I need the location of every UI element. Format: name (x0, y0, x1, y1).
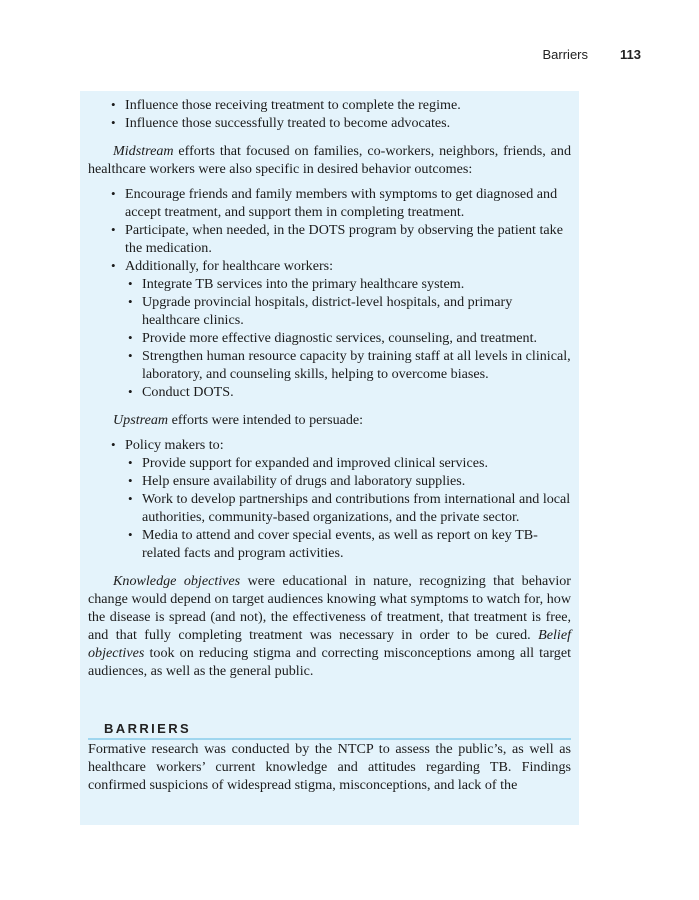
upstream-bullet-list (88, 436, 571, 562)
upstream-paragraph (88, 411, 571, 429)
list-item: • Participate, when needed, in the DOTS program by observing the patient take the medication. (88, 221, 571, 257)
policy-lead: Policy makers to: (125, 437, 224, 453)
list-item: • Work to develop partnerships and contributions from international and local authorities, community-based organizations, and the private sector. (125, 490, 571, 526)
midstream-paragraph (88, 142, 571, 178)
barriers-heading-block (88, 721, 571, 740)
list-item: • Influence those receiving treatment to complete the regime. (88, 96, 571, 114)
running-head (543, 47, 642, 67)
list-item (88, 436, 571, 562)
page-content (88, 96, 571, 794)
upstream-text: efforts were intended to persuade: (168, 412, 364, 428)
list-item: • Upgrade provincial hospitals, district-level hospitals, and primary healthcare clinics. (125, 293, 571, 329)
list-item: • Encourage friends and family members with symptoms to get diagnosed and accept treatment, and support them in completing treatment. (88, 185, 571, 221)
list-item: • Provide support for expanded and improved clinical services. (125, 454, 571, 472)
section-heading: BARRIERS (104, 721, 192, 736)
list-item: • Conduct DOTS. (125, 383, 571, 401)
list-item: • Influence those successfully treated to become advocates. (88, 114, 571, 132)
list-item: • Strengthen human resource capacity by training staff at all levels in clinical, laboratory, and counseling skills, helping to overcome biases. (125, 347, 571, 383)
knowledge-paragraph (88, 572, 571, 680)
list-item (88, 257, 571, 401)
belief-text: took on reducing stigma and correcting misconceptions among all target audiences, as well as the general public. (88, 645, 571, 679)
page-number: 113 (620, 47, 641, 62)
running-head-section: Barriers (542, 47, 589, 62)
upstream-term: Upstream (113, 412, 169, 428)
belief-term: Belief objectives (88, 627, 571, 661)
midstream-text: efforts that focused on families, co-workers, neighbors, friends, and healthcare workers were also specific in desired behavior outcomes: (88, 143, 571, 177)
heading-rule (88, 738, 571, 740)
list-item: • Provide more effective diagnostic services, counseling, and treatment. (125, 329, 571, 347)
list-item: • Media to attend and cover special events, as well as report on key TB-related facts and program activities. (125, 526, 571, 562)
midstream-bullet-list (88, 185, 571, 401)
midstream-term: Midstream (113, 143, 174, 159)
healthcare-lead: Additionally, for healthcare workers: (125, 258, 334, 274)
knowledge-term: Knowledge objectives (113, 573, 241, 589)
list-item: • Help ensure availability of drugs and laboratory supplies. (125, 472, 571, 490)
barriers-paragraph: Formative research was conducted by the NTCP to assess the public’s, as well as healthcare workers’ current knowledge and attitudes regarding TB. Findings confirmed suspicions of widespread stigma, misconceptions, and lack of the (88, 741, 571, 793)
list-item: • Integrate TB services into the primary healthcare system. (125, 275, 571, 293)
policy-bullet-list (125, 454, 571, 562)
knowledge-text: were educational in nature, recognizing that behavior change would depend on target audiences knowing what symptoms to watch for, how the disease is spread (and not), the effectiveness of treatment, that treatment is free, and that fully completing treatment was necessary in order to be cured. (88, 573, 571, 643)
healthcare-bullet-list (125, 275, 571, 401)
top-bullet-list (88, 96, 571, 132)
